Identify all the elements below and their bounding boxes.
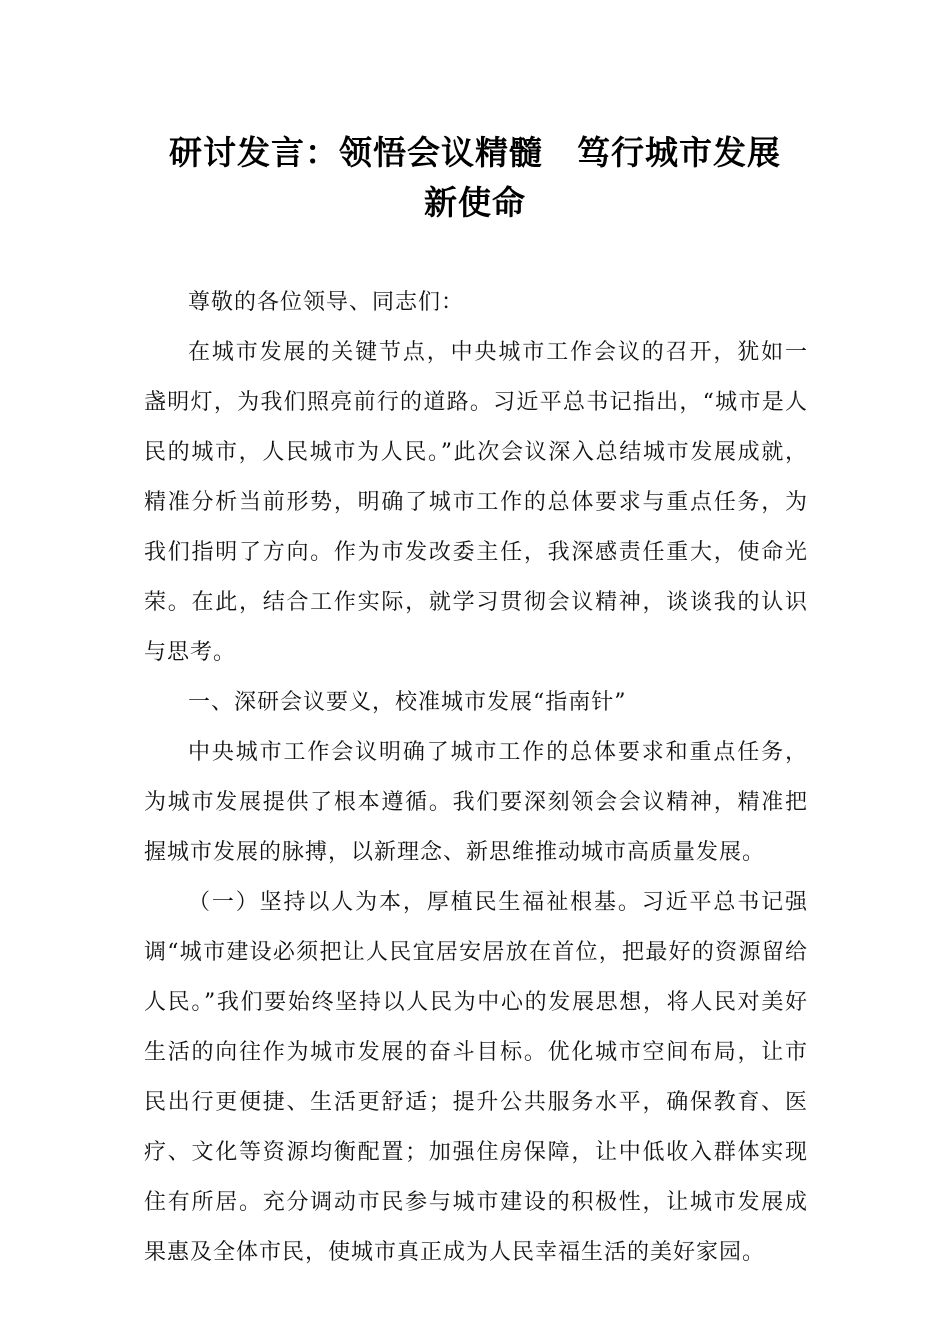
section-heading-1: 一、深研会议要义，校准城市发展“指南针” (188, 690, 627, 715)
paragraph-subsection-1: （一）坚持以人为本，厚植民生福祉根基。习近平总书记强调“城市建设必须把让人民宜居安居放在首位，把最好的资源留给人民。”我们要始终坚持以人民为中心的发展思想，将人民对美好生活的向往作为城市发展的奋斗目标。优化城市空间布局，让市民出行更便捷、生活更舒适；提升公共服务水平，确保教育、医疗、文化等资源均衡配置；加强住房保障，让中低收入群体实现住有所居。充分调动市民参与城市建设的积极性，让城市发展成果惠及全体市民，使城市真正成为人民幸福生活的美好家园。 (144, 890, 808, 1265)
document-body (144, 278, 808, 1278)
salutation: 尊敬的各位领导、同志们： (188, 290, 465, 315)
paragraph-section-1: 中央城市工作会议明确了城市工作的总体要求和重点任务，为城市发展提供了根本遵循。我们要深刻领会会议精神，精准把握城市发展的脉搏，以新理念、新思维推动城市高质量发展。 (144, 740, 808, 865)
title-line-1: 研讨发言：领悟会议精髓 笃行城市发展 (169, 133, 781, 172)
paragraph-intro: 在城市发展的关键节点，中央城市工作会议的召开，犹如一盏明灯，为我们照亮前行的道路。习近平总书记指出，“城市是人民的城市，人民城市为人民。”此次会议深入总结城市发展成就，精准分析当前形势，明确了城市工作的总体要求与重点任务，为我们指明了方向。作为市发改委主任，我深感责任重大，使命光荣。在此，结合工作实际，就学习贯彻会议精神，谈谈我的认识与思考。 (144, 340, 808, 665)
document-title (120, 128, 830, 228)
title-line-2: 新使命 (424, 183, 526, 222)
